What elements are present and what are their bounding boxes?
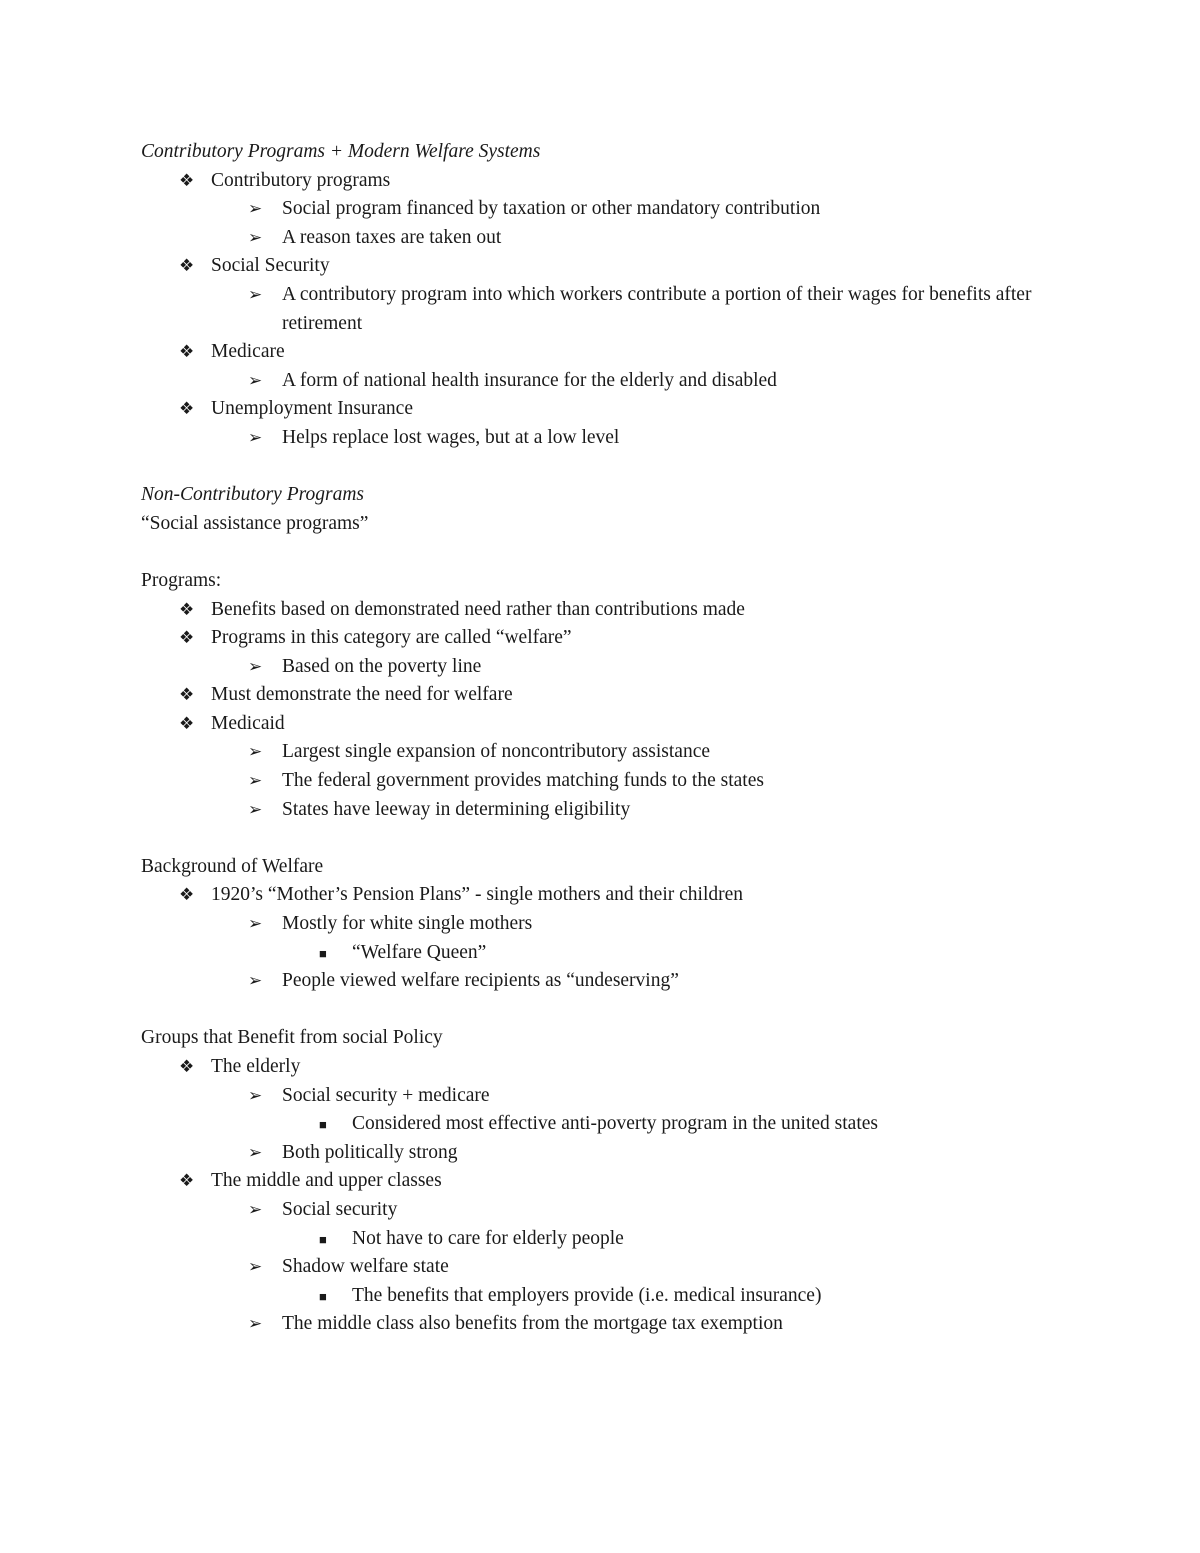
square-bullet-icon: ■ — [319, 945, 327, 961]
list-item: ➢ Mostly for white single mothers — [141, 910, 1041, 939]
square-bullet-icon: ■ — [319, 1288, 327, 1304]
diamond-bullet-icon: ❖ — [179, 1171, 195, 1191]
list-item: ❖ Benefits based on demonstrated need rather than contributions made — [141, 596, 1041, 625]
list-item: ➢ The middle class also benefits from the mortgage tax exemption — [141, 1310, 1041, 1339]
diamond-bullet-icon: ❖ — [179, 342, 195, 362]
list-item: ❖ Must demonstrate the need for welfare — [141, 681, 1041, 710]
arrow-bullet-icon: ➢ — [248, 742, 263, 762]
list-item: ❖ Programs in this category are called “welfare” — [141, 624, 1041, 653]
diamond-bullet-icon: ❖ — [179, 713, 195, 733]
list-item: ➢ Helps replace lost wages, but at a low level — [141, 424, 1041, 453]
list-item: ➢ The federal government provides matching funds to the states — [141, 767, 1041, 796]
section-heading: Contributory Programs + Modern Welfare Systems — [141, 141, 541, 162]
spacer — [141, 996, 1041, 1025]
arrow-bullet-icon: ➢ — [248, 799, 263, 819]
list-item: ➢ Both politically strong — [141, 1139, 1041, 1168]
document-page — [141, 138, 1041, 1339]
arrow-bullet-icon: ➢ — [248, 971, 263, 991]
list-item: ❖ Social Security — [141, 252, 1041, 281]
arrow-bullet-icon: ➢ — [248, 656, 263, 676]
arrow-bullet-icon: ➢ — [248, 427, 263, 447]
list-item: ■ “Welfare Queen” — [141, 939, 1041, 968]
list-item: ➢ Social security + medicare — [141, 1082, 1041, 1111]
section-subheading: “Social assistance programs” — [141, 512, 369, 534]
arrow-bullet-icon: ➢ — [248, 370, 263, 390]
arrow-bullet-icon: ➢ — [248, 1142, 263, 1162]
list-item: ➢ States have leeway in determining eligibility — [141, 796, 1041, 825]
list-item: ❖ The middle and upper classes — [141, 1167, 1041, 1196]
diamond-bullet-icon: ❖ — [179, 885, 195, 905]
list-item: ➢ Social program financed by taxation or other mandatory contribution — [141, 195, 1041, 224]
list-item: ■ The benefits that employers provide (i.e. medical insurance) — [141, 1282, 1041, 1311]
spacer — [141, 453, 1041, 482]
arrow-bullet-icon: ➢ — [248, 1257, 263, 1277]
list-item: ■ Considered most effective anti-poverty program in the united states — [141, 1110, 1041, 1139]
list-item: ❖ Contributory programs — [141, 167, 1041, 196]
list-item: ■ Not have to care for elderly people — [141, 1225, 1041, 1254]
section-heading: Background of Welfare — [141, 855, 324, 877]
list-item: ➢ A contributory program into which workers contribute a portion of their wages for benefits after retirement — [141, 281, 1041, 338]
arrow-bullet-icon: ➢ — [248, 771, 263, 791]
list-item: ➢ Social security — [141, 1196, 1041, 1225]
arrow-bullet-icon: ➢ — [248, 914, 263, 934]
arrow-bullet-icon: ➢ — [248, 227, 263, 247]
arrow-bullet-icon: ➢ — [248, 1085, 263, 1105]
section-heading: Groups that Benefit from social Policy — [141, 1027, 443, 1049]
list-item: ❖ Medicaid — [141, 710, 1041, 739]
diamond-bullet-icon: ❖ — [179, 1057, 195, 1076]
spacer — [141, 824, 1041, 853]
list-item: ➢ Largest single expansion of noncontributory assistance — [141, 738, 1041, 767]
list-item: ➢ A form of national health insurance for the elderly and disabled — [141, 367, 1041, 396]
list-item: ➢ Based on the poverty line — [141, 653, 1041, 682]
arrow-bullet-icon: ➢ — [248, 1199, 263, 1219]
list-item: ❖ The elderly — [141, 1053, 1041, 1082]
list-item: ➢ A reason taxes are taken out — [141, 224, 1041, 253]
diamond-bullet-icon: ❖ — [179, 399, 195, 419]
list-item: ❖ 1920’s “Mother’s Pension Plans” - single mothers and their children — [141, 881, 1041, 910]
diamond-bullet-icon: ❖ — [179, 599, 195, 619]
section-label: Programs: — [141, 569, 222, 591]
list-item: ➢ People viewed welfare recipients as “undeserving” — [141, 967, 1041, 996]
diamond-bullet-icon: ❖ — [179, 170, 195, 190]
arrow-bullet-icon: ➢ — [248, 284, 263, 304]
arrow-bullet-icon: ➢ — [248, 1314, 263, 1334]
section-heading: Non-Contributory Programs — [141, 484, 365, 506]
diamond-bullet-icon: ❖ — [179, 628, 195, 648]
diamond-bullet-icon: ❖ — [179, 256, 195, 276]
diamond-bullet-icon: ❖ — [179, 685, 195, 705]
square-bullet-icon: ■ — [319, 1117, 327, 1133]
spacer — [141, 538, 1041, 567]
list-item: ❖ Unemployment Insurance — [141, 395, 1041, 424]
arrow-bullet-icon: ➢ — [248, 199, 263, 219]
list-item: ➢ Shadow welfare state — [141, 1253, 1041, 1282]
square-bullet-icon: ■ — [319, 1231, 327, 1247]
list-item: ❖ Medicare — [141, 338, 1041, 367]
